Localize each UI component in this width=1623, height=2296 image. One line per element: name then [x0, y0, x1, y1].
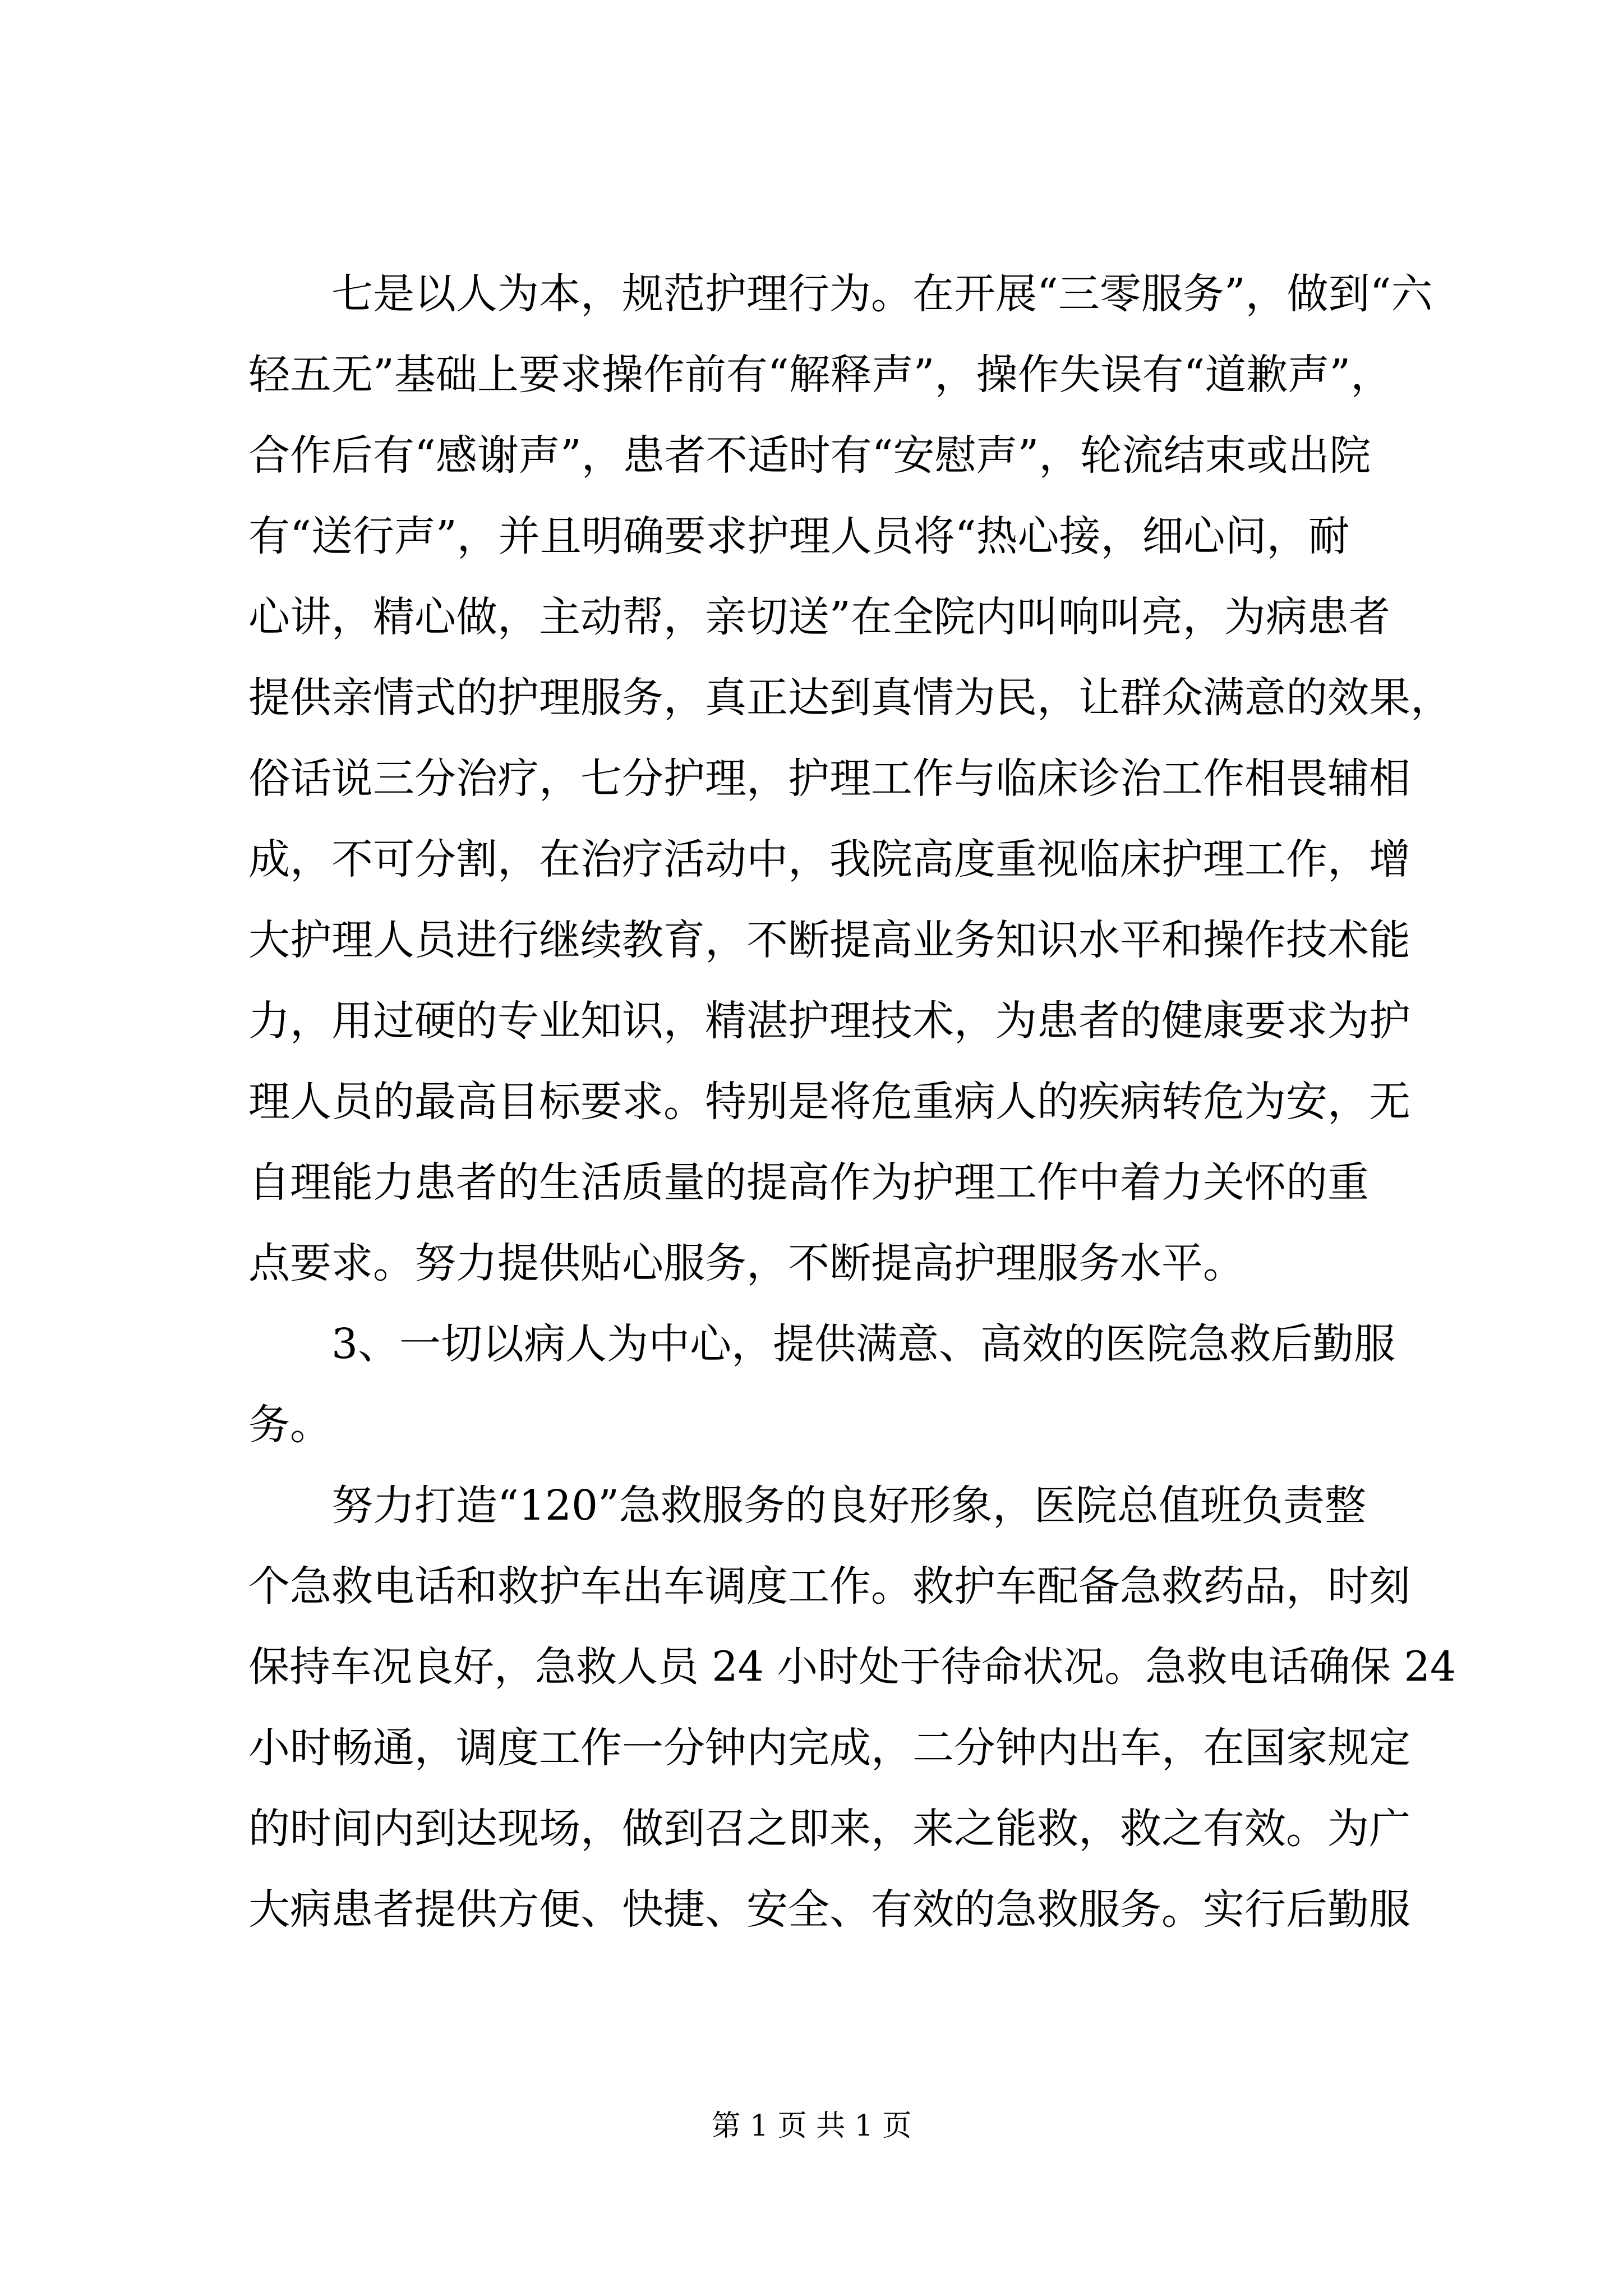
text-line: 提供亲情式的护理服务，真正达到真情为民，让群众满意的效果，: [248, 674, 1452, 722]
text-line: 合作后有“感谢声”，患者不适时有“安慰声”，轮流结束或出院: [248, 431, 1371, 480]
text-line: 理人员的最高目标要求。特别是将危重病人的疾病转危为安，无: [248, 1078, 1410, 1126]
text-line: 自理能力患者的生活质量的提高作为护理工作中着力关怀的重: [248, 1158, 1369, 1207]
text-line: 的时间内到达现场，做到召之即来，来之能救，救之有效。为广: [248, 1805, 1410, 1853]
text-line: 点要求。努力提供贴心服务，不断提高护理服务水平。: [248, 1239, 1244, 1287]
text-line: 3、一切以病人为中心，提供满意、高效的医院急救后勤服: [248, 1320, 1396, 1368]
text-line: 力，用过硬的专业知识，精湛护理技术，为患者的健康要求为护: [248, 997, 1410, 1045]
page-footer: 第 1 页 共 1 页: [711, 2109, 912, 2143]
body-text: [248, 254, 1460, 1950]
text-line: 有“送行声”，并且明确要求护理人员将“热心接，细心问，耐: [248, 512, 1350, 560]
text-line: 保持车况良好，急救人员 24 小时处于待命状况。急救电话确保 24: [248, 1643, 1456, 1691]
text-line: 轻五无”基础上要求操作前有“解释声”，操作失误有“道歉声”，: [248, 351, 1393, 399]
text-line: 七是以人为本，规范护理行为。在开展“三零服务”，做到“六: [248, 270, 1433, 318]
text-line: 俗话说三分治疗，七分护理，护理工作与临床诊治工作相畏辅相: [248, 754, 1410, 803]
text-line: 成，不可分割，在治疗活动中，我院高度重视临床护理工作，增: [248, 835, 1410, 884]
text-line: 个急救电话和救护车出车调度工作。救护车配备急救药品，时刻: [248, 1562, 1410, 1611]
text-line: 心讲，精心做，主动帮，亲切送”在全院内叫响叫亮，为病患者: [248, 593, 1390, 641]
text-line: 努力打造“120”急救服务的良好形象，医院总值班负责整: [248, 1481, 1366, 1530]
text-line: 大护理人员进行继续教育，不断提高业务知识水平和操作技术能: [248, 916, 1410, 964]
text-line: 务。: [248, 1401, 331, 1449]
text-line: 大病患者提供方便、快捷、安全、有效的急救服务。实行后勤服: [248, 1885, 1410, 1934]
text-line: 小时畅通，调度工作一分钟内完成，二分钟内出车，在国家规定: [248, 1724, 1410, 1772]
